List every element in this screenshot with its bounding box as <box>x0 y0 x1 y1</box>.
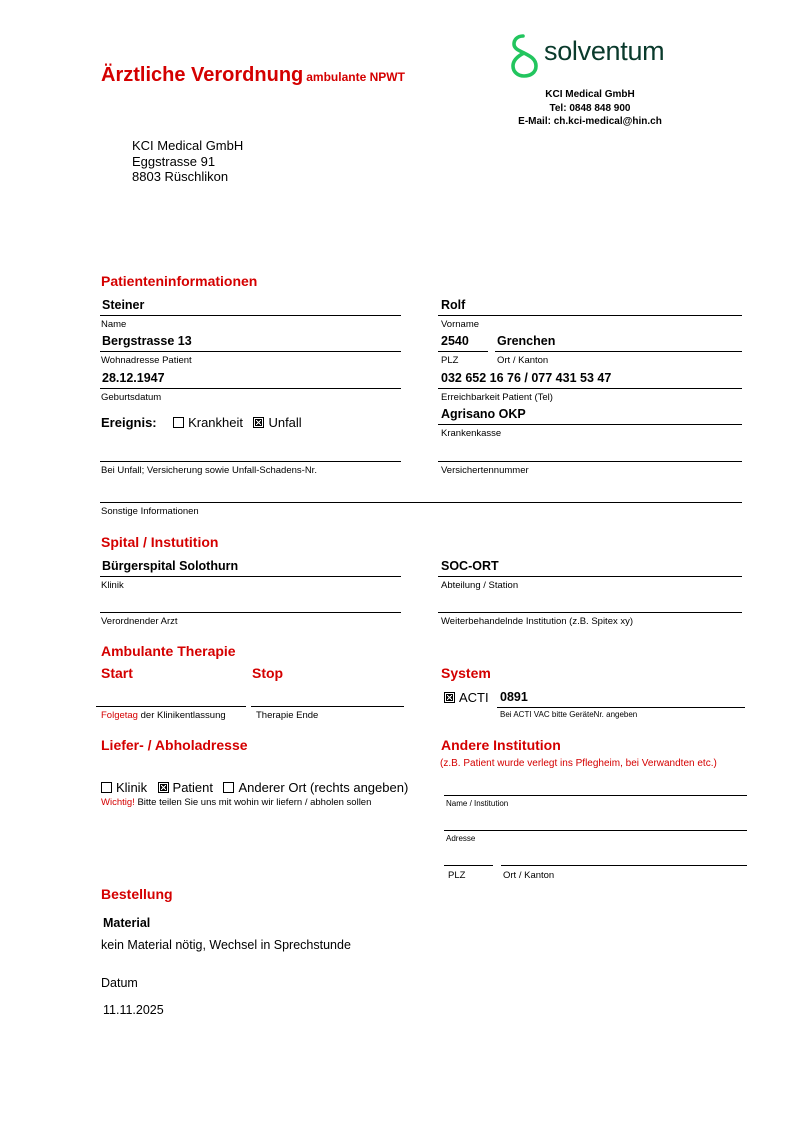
start-line[interactable] <box>96 706 246 707</box>
section-title-spital: Spital / Instutition <box>101 534 219 550</box>
vorname-line <box>438 315 742 316</box>
telefon-label: Erreichbarkeit Patient (Tel) <box>441 392 553 403</box>
geraet-nr-line <box>497 707 745 708</box>
ort-line <box>495 351 742 352</box>
datum-value[interactable]: 11.11.2025 <box>103 1003 164 1017</box>
name-label: Name <box>101 319 127 330</box>
ort-value[interactable]: Grenchen <box>497 334 556 348</box>
recipient-line2: Eggstrasse 91 <box>132 153 216 169</box>
patient-option-label: Patient <box>172 780 214 795</box>
andere-hint: (z.B. Patient wurde verlegt ins Pflegheim, bei Verwandten etc.) <box>440 758 717 769</box>
unfall-versicherung-label: Bei Unfall; Versicherung sowie Unfall-Schadens-Nr. <box>101 465 317 476</box>
telefon-value[interactable]: 032 652 16 76 / 077 431 53 47 <box>441 371 612 385</box>
plz-label: PLZ <box>441 355 459 366</box>
title-main: Ärztliche Verordnung <box>101 64 304 86</box>
start-label: Start <box>101 665 133 681</box>
acti-label: ACTI <box>459 690 489 705</box>
ereignis-row <box>101 414 302 432</box>
recipient-line3: 8803 Rüschlikon <box>132 169 229 184</box>
arzt-line[interactable] <box>100 612 401 613</box>
vorname-value[interactable]: Rolf <box>441 298 466 312</box>
checkbox-klinik[interactable] <box>101 782 112 793</box>
start-note <box>101 710 226 721</box>
geburtsdatum-label: Geburtsdatum <box>101 392 162 403</box>
name-line <box>100 315 401 316</box>
title-subtitle: ambulante NPWT <box>306 70 405 84</box>
klinik-value[interactable]: Bürgerspital Solothurn <box>102 559 239 573</box>
klinik-line <box>100 576 401 577</box>
unfall-label: Unfall <box>268 415 302 430</box>
krankenkasse-value[interactable]: Agrisano OKP <box>441 407 526 421</box>
abteilung-label: Abteilung / Station <box>441 580 519 591</box>
versichertennummer-line[interactable] <box>438 461 742 462</box>
stop-label: Stop <box>252 665 284 681</box>
abteilung-line <box>438 576 742 577</box>
geburtsdatum-line <box>100 388 401 389</box>
recipient-line1: KCI Medical GmbH <box>132 138 244 153</box>
andere-ort-label: Ort / Kanton <box>503 870 555 881</box>
logo-text: solventum <box>544 36 665 66</box>
klinik-label: Klinik <box>101 580 124 591</box>
ereignis-option-unfall[interactable] <box>253 415 301 430</box>
liefer-options <box>101 779 408 797</box>
warning-text: Bitte teilen Sie uns mit wohin wir liefern / abholen sollen <box>137 797 372 808</box>
recipient-address <box>132 138 243 185</box>
ereignis-option-krankheit[interactable] <box>173 415 243 430</box>
ereignis-label: Ereignis: <box>101 415 157 430</box>
liefer-option-patient[interactable] <box>158 780 213 795</box>
geburtsdatum-value[interactable]: 28.12.1947 <box>102 371 165 385</box>
company-tel: Tel: 0848 848 900 <box>549 102 631 114</box>
adresse-line <box>100 351 401 352</box>
krankenkasse-line <box>438 424 742 425</box>
geraet-nr-value[interactable]: 0891 <box>500 690 528 704</box>
checkbox-patient[interactable] <box>158 782 169 793</box>
andere-plz-label: PLZ <box>448 870 466 881</box>
section-title-patient: Patienteninformationen <box>101 273 258 289</box>
telefon-line <box>438 388 742 389</box>
stop-line[interactable] <box>251 706 404 707</box>
adresse-label: Wohnadresse Patient <box>101 355 192 366</box>
andere-name-line[interactable] <box>444 795 747 796</box>
andere-adresse-line[interactable] <box>444 830 747 831</box>
section-title-liefer: Liefer- / Abholadresse <box>101 737 248 753</box>
abteilung-value[interactable]: SOC-ORT <box>441 559 499 573</box>
name-value[interactable]: Steiner <box>102 298 145 312</box>
unfall-versicherung-line[interactable] <box>100 461 401 462</box>
arzt-label: Verordnender Arzt <box>101 616 178 627</box>
ort-label: Ort / Kanton <box>497 355 549 366</box>
liefer-option-klinik[interactable] <box>101 780 147 795</box>
warning-red: Wichtig! <box>101 797 135 808</box>
liefer-warning <box>101 797 371 808</box>
start-note-red: Folgetag <box>101 710 138 721</box>
document-title <box>101 64 405 87</box>
andere-adresse-label: Adresse <box>446 834 476 843</box>
krankheit-label: Krankheit <box>188 415 243 430</box>
plz-line <box>438 351 488 352</box>
company-name: KCI Medical GmbH <box>545 89 635 100</box>
vorname-label: Vorname <box>441 319 480 330</box>
company-email: E-Mail: ch.kci-medical@hin.ch <box>518 116 662 127</box>
section-title-bestellung: Bestellung <box>101 886 173 902</box>
andere-plz-line[interactable] <box>444 865 493 866</box>
start-note-text: der Klinikentlassung <box>140 710 226 721</box>
company-info <box>505 88 675 129</box>
section-title-therapie: Ambulante Therapie <box>101 643 236 659</box>
versichertennummer-label: Versichertennummer <box>441 465 529 476</box>
solventum-s-logo-icon <box>508 33 542 79</box>
weiterbehandelnde-line[interactable] <box>438 612 742 613</box>
sonstige-line[interactable] <box>100 502 742 503</box>
plz-value[interactable]: 2540 <box>441 334 469 348</box>
system-option-acti[interactable] <box>444 690 489 705</box>
system-note: Bei ACTI VAC bitte GeräteNr. angeben <box>500 710 638 719</box>
section-title-andere: Andere Institution <box>441 737 561 753</box>
anderer-ort-option-label: Anderer Ort (rechts angeben) <box>238 780 409 795</box>
checkbox-acti[interactable] <box>444 692 455 703</box>
material-label: Material <box>103 916 151 930</box>
section-title-system: System <box>441 665 491 681</box>
checkbox-unfall[interactable] <box>253 417 264 428</box>
klinik-option-label: Klinik <box>116 780 148 795</box>
material-value[interactable]: kein Material nötig, Wechsel in Sprechstunde <box>101 938 351 952</box>
liefer-option-anderer-ort[interactable] <box>223 780 408 795</box>
andere-name-label: Name / Institution <box>446 799 509 808</box>
andere-ort-line[interactable] <box>501 865 747 866</box>
weiterbehandelnde-label: Weiterbehandelnde Institution (z.B. Spitex xy) <box>441 616 634 627</box>
datum-label: Datum <box>101 976 138 990</box>
sonstige-label: Sonstige Informationen <box>101 506 199 517</box>
krankenkasse-label: Krankenkasse <box>441 428 502 439</box>
adresse-value[interactable]: Bergstrasse 13 <box>102 334 192 348</box>
stop-note: Therapie Ende <box>256 710 319 721</box>
checkbox-krankheit[interactable] <box>173 417 184 428</box>
checkbox-anderer-ort[interactable] <box>223 782 234 793</box>
